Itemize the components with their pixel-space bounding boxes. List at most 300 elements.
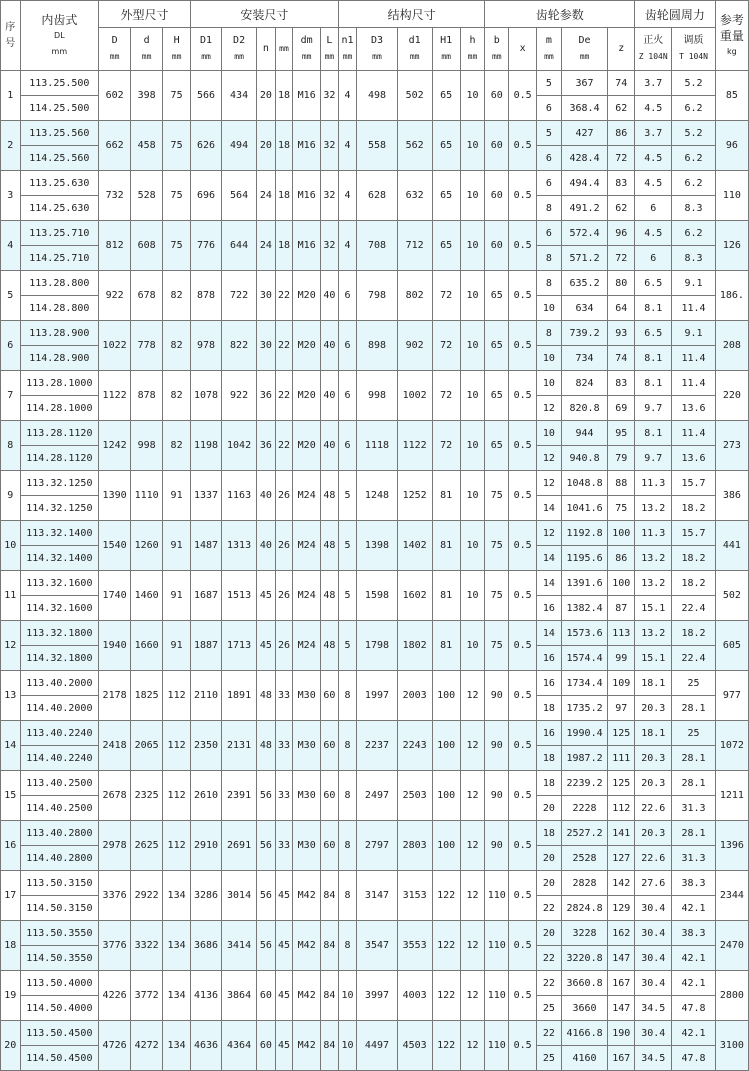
gear-cell: 2228: [561, 796, 607, 821]
dimension-cell: 84: [321, 871, 339, 921]
dimension-cell: 20: [257, 121, 276, 171]
dimension-cell: 978: [191, 321, 222, 371]
gear-cell: 42.1: [672, 1021, 715, 1046]
seq-cell: 5: [1, 271, 21, 321]
seq-cell: 11: [1, 571, 21, 621]
gear-cell: 18.2: [672, 496, 715, 521]
dimension-cell: 82: [163, 271, 191, 321]
gear-cell: 13.6: [672, 446, 715, 471]
gear-cell: 1192.8: [561, 521, 607, 546]
dimension-cell: 6: [338, 371, 357, 421]
dimension-cell: 32: [321, 121, 339, 171]
gear-cell: 47.8: [672, 996, 715, 1021]
dimension-cell: 528: [131, 171, 163, 221]
dimension-cell: 1660: [131, 621, 163, 671]
dimension-cell: 398: [131, 71, 163, 121]
gear-cell: 96: [608, 221, 635, 246]
gear-cell: 428.4: [561, 146, 607, 171]
weight-cell: 1396: [715, 821, 748, 871]
gear-cell: 6.2: [672, 171, 715, 196]
dimension-cell: 678: [131, 271, 163, 321]
dimension-cell: 112: [163, 771, 191, 821]
gear-cell: 1735.2: [561, 696, 607, 721]
gear-cell: 2239.2: [561, 771, 607, 796]
gear-cell: 20.3: [635, 821, 672, 846]
dimension-cell: 48: [257, 671, 276, 721]
model-cell: 114.28.1000: [20, 396, 98, 421]
dimension-cell: 2237: [357, 721, 397, 771]
model-cell: 113.40.2000: [20, 671, 98, 696]
gear-cell: 6: [537, 96, 562, 121]
dimension-cell: 922: [99, 271, 131, 321]
gear-cell: 31.3: [672, 846, 715, 871]
gear-cell: 20.3: [635, 746, 672, 771]
gear-cell: 11.4: [672, 296, 715, 321]
column-header-unit: mm: [109, 52, 120, 61]
seq-cell: 8: [1, 421, 21, 471]
column-header-unit: Z 104N: [638, 52, 668, 61]
model-cell: 113.50.4500: [20, 1021, 98, 1046]
header-seq: 序 号: [1, 1, 21, 71]
column-header: [163, 28, 191, 71]
model-cell: 114.25.630: [20, 196, 98, 221]
dimension-cell: 4636: [191, 1021, 222, 1071]
seq-cell: 13: [1, 671, 21, 721]
dimension-cell: 75: [485, 521, 509, 571]
dimension-cell: 100: [432, 771, 460, 821]
dimension-cell: 12: [460, 721, 485, 771]
gear-cell: 79: [608, 446, 635, 471]
table-row: [1, 1021, 749, 1046]
gear-cell: 14: [537, 571, 562, 596]
dimension-cell: M42: [293, 1021, 321, 1071]
gear-cell: 8: [537, 246, 562, 271]
header-ref-weight: 参考 重量 kg: [715, 1, 748, 71]
dimension-cell: 644: [222, 221, 257, 271]
column-header-label: d: [143, 35, 150, 46]
dimension-cell: 0.5: [509, 521, 537, 571]
dimension-cell: 8: [338, 921, 357, 971]
dimension-cell: 91: [163, 621, 191, 671]
table-row: [1, 421, 749, 446]
seq-cell: 3: [1, 171, 21, 221]
dimension-cell: 1402: [397, 521, 432, 571]
dimension-cell: 60: [257, 971, 276, 1021]
gear-cell: 820.8: [561, 396, 607, 421]
gear-cell: 8: [537, 196, 562, 221]
dimension-cell: 1002: [397, 371, 432, 421]
dimension-cell: 4: [338, 171, 357, 221]
gear-cell: 125: [608, 771, 635, 796]
dimension-cell: 65: [432, 171, 460, 221]
gear-cell: 190: [608, 1021, 635, 1046]
dimension-cell: 90: [485, 671, 509, 721]
model-cell: 113.28.1000: [20, 371, 98, 396]
dimension-cell: 26: [275, 571, 293, 621]
dimension-cell: 33: [275, 771, 293, 821]
dimension-cell: M30: [293, 771, 321, 821]
dimension-cell: M20: [293, 421, 321, 471]
header-group-install: 安装尺寸: [191, 1, 339, 28]
column-header-unit: mm: [279, 44, 289, 53]
gear-cell: 4.5: [635, 221, 672, 246]
model-cell: 113.28.800: [20, 271, 98, 296]
dimension-cell: 3322: [131, 921, 163, 971]
gear-cell: 4160: [561, 1046, 607, 1071]
gear-cell: 6.2: [672, 146, 715, 171]
gear-cell: 4.5: [635, 146, 672, 171]
column-header-label: n: [262, 43, 269, 54]
gear-cell: 86: [608, 121, 635, 146]
dimension-cell: 1460: [131, 571, 163, 621]
gear-cell: 25: [672, 671, 715, 696]
column-header: [460, 28, 485, 71]
dimension-cell: 91: [163, 571, 191, 621]
gear-cell: 1041.6: [561, 496, 607, 521]
gear-cell: 14: [537, 621, 562, 646]
dimension-cell: 1887: [191, 621, 222, 671]
gear-cell: 18.2: [672, 571, 715, 596]
gear-cell: 20.3: [635, 771, 672, 796]
dimension-cell: 3286: [191, 871, 222, 921]
dimension-cell: 6: [338, 421, 357, 471]
gear-cell: 22.4: [672, 646, 715, 671]
dimension-cell: 75: [163, 121, 191, 171]
dimension-cell: 8: [338, 671, 357, 721]
dimension-cell: M16: [293, 71, 321, 121]
dimension-cell: 3686: [191, 921, 222, 971]
dimension-cell: 26: [275, 521, 293, 571]
model-cell: 114.28.1120: [20, 446, 98, 471]
gear-cell: 11.4: [672, 346, 715, 371]
gear-cell: 42.1: [672, 946, 715, 971]
dimension-cell: 1248: [357, 471, 397, 521]
dimension-cell: 902: [397, 321, 432, 371]
weight-cell: 85: [715, 71, 748, 121]
column-header-label: D2: [233, 35, 246, 46]
dimension-cell: 632: [397, 171, 432, 221]
column-header-label: m: [545, 35, 552, 46]
gear-cell: 1990.4: [561, 721, 607, 746]
dimension-cell: 8: [338, 771, 357, 821]
weight-cell: 2344: [715, 871, 748, 921]
dimension-cell: 4226: [99, 971, 131, 1021]
gear-cell: 367: [561, 71, 607, 96]
gear-cell: 3220.8: [561, 946, 607, 971]
dimension-cell: M16: [293, 171, 321, 221]
dimension-cell: 60: [321, 721, 339, 771]
dimension-cell: 56: [257, 821, 276, 871]
model-cell: 113.50.3550: [20, 921, 98, 946]
dimension-cell: 2418: [99, 721, 131, 771]
dimension-cell: 40: [321, 421, 339, 471]
gear-cell: 5.2: [672, 121, 715, 146]
gear-cell: 5.2: [672, 71, 715, 96]
gear-cell: 16: [537, 671, 562, 696]
weight-cell: 1072: [715, 721, 748, 771]
model-cell: 114.28.900: [20, 346, 98, 371]
dimension-cell: 65: [432, 71, 460, 121]
gear-cell: 30.4: [635, 971, 672, 996]
dimension-cell: 10: [460, 421, 485, 471]
dimension-cell: 2691: [222, 821, 257, 871]
dimension-cell: 2131: [222, 721, 257, 771]
gear-cell: 112: [608, 796, 635, 821]
dimension-cell: 90: [485, 721, 509, 771]
dimension-cell: 18: [275, 121, 293, 171]
gear-cell: 3660: [561, 996, 607, 1021]
gear-cell: 22.4: [672, 596, 715, 621]
gear-cell: 30.4: [635, 921, 672, 946]
seq-cell: 6: [1, 321, 21, 371]
gear-cell: 30.4: [635, 1021, 672, 1046]
dimension-cell: 1110: [131, 471, 163, 521]
gear-cell: 16: [537, 646, 562, 671]
column-header-unit: mm: [201, 52, 211, 61]
gear-cell: 83: [608, 371, 635, 396]
dimension-cell: 0.5: [509, 971, 537, 1021]
dimension-cell: 1825: [131, 671, 163, 721]
gear-cell: 1573.6: [561, 621, 607, 646]
dimension-cell: 0.5: [509, 171, 537, 221]
dimension-cell: 2391: [222, 771, 257, 821]
model-cell: 113.32.1800: [20, 621, 98, 646]
weight-cell: 502: [715, 571, 748, 621]
gear-cell: 22: [537, 1021, 562, 1046]
dimension-cell: 1260: [131, 521, 163, 571]
dimension-cell: 0.5: [509, 621, 537, 671]
dimension-cell: 48: [257, 721, 276, 771]
gear-cell: 3228: [561, 921, 607, 946]
dimension-cell: M30: [293, 721, 321, 771]
model-cell: 114.40.2500: [20, 796, 98, 821]
dimension-cell: 1122: [397, 421, 432, 471]
dimension-cell: 3547: [357, 921, 397, 971]
seq-cell: 9: [1, 471, 21, 521]
gear-cell: 15.1: [635, 596, 672, 621]
gear-cell: 18: [537, 821, 562, 846]
model-cell: 113.25.630: [20, 171, 98, 196]
weight-cell: 2800: [715, 971, 748, 1021]
gear-cell: 18.2: [672, 546, 715, 571]
dimension-cell: 8: [338, 871, 357, 921]
dimension-cell: 696: [191, 171, 222, 221]
gear-cell: 6.5: [635, 321, 672, 346]
gear-cell: 12: [537, 471, 562, 496]
model-cell: 114.32.1400: [20, 546, 98, 571]
seq-cell: 20: [1, 1021, 21, 1071]
column-header: [293, 28, 321, 71]
dimension-cell: 712: [397, 221, 432, 271]
model-cell: 114.40.2000: [20, 696, 98, 721]
weight-cell: 2470: [715, 921, 748, 971]
dimension-cell: 72: [432, 271, 460, 321]
gear-cell: 99: [608, 646, 635, 671]
model-cell: 114.32.1250: [20, 496, 98, 521]
dimension-cell: 75: [485, 471, 509, 521]
column-header: [432, 28, 460, 71]
dimension-cell: 40: [321, 321, 339, 371]
column-header-label: D: [111, 35, 118, 46]
table-row: [1, 371, 749, 396]
dimension-cell: 566: [191, 71, 222, 121]
gear-cell: 127: [608, 846, 635, 871]
gear-cell: 22: [537, 896, 562, 921]
gear-cell: 3.7: [635, 121, 672, 146]
dimension-cell: 91: [163, 521, 191, 571]
dimension-cell: 898: [357, 321, 397, 371]
gear-cell: 8.3: [672, 246, 715, 271]
gear-cell: 6.5: [635, 271, 672, 296]
dimension-cell: 498: [357, 71, 397, 121]
dimension-cell: 0.5: [509, 871, 537, 921]
gear-cell: 20: [537, 846, 562, 871]
gear-cell: 8.1: [635, 296, 672, 321]
dimension-cell: 1252: [397, 471, 432, 521]
gear-cell: 15.1: [635, 646, 672, 671]
gear-cell: 147: [608, 946, 635, 971]
column-header: [357, 28, 397, 71]
dimension-cell: 82: [163, 371, 191, 421]
dimension-cell: 10: [460, 271, 485, 321]
dimension-cell: 12: [460, 821, 485, 871]
gear-cell: 111: [608, 746, 635, 771]
dimension-cell: 1798: [357, 621, 397, 671]
dimension-cell: 12: [460, 921, 485, 971]
seq-cell: 12: [1, 621, 21, 671]
gear-cell: 491.2: [561, 196, 607, 221]
gear-cell: 15.7: [672, 471, 715, 496]
dimension-cell: 60: [485, 221, 509, 271]
gear-cell: 2824.8: [561, 896, 607, 921]
column-header-label: h: [469, 35, 476, 46]
gear-cell: 6: [537, 146, 562, 171]
gear-cell: 1987.2: [561, 746, 607, 771]
dimension-cell: 1337: [191, 471, 222, 521]
dimension-cell: M24: [293, 471, 321, 521]
gear-cell: 1382.4: [561, 596, 607, 621]
dimension-cell: 40: [321, 371, 339, 421]
gear-cell: 22: [537, 971, 562, 996]
dimension-cell: 4: [338, 71, 357, 121]
dimension-cell: 3553: [397, 921, 432, 971]
gear-cell: 69: [608, 396, 635, 421]
gear-cell: 147: [608, 996, 635, 1021]
dimension-cell: 2922: [131, 871, 163, 921]
gear-cell: 93: [608, 321, 635, 346]
dimension-cell: 56: [257, 771, 276, 821]
dimension-cell: 24: [257, 221, 276, 271]
dimension-cell: 60: [321, 821, 339, 871]
column-header-label: De: [578, 35, 591, 46]
dimension-cell: 10: [460, 71, 485, 121]
gear-cell: 162: [608, 921, 635, 946]
dimension-cell: 1802: [397, 621, 432, 671]
table-row: [1, 771, 749, 796]
weight-cell: 96: [715, 121, 748, 171]
dimension-cell: 45: [275, 1021, 293, 1071]
column-header-label: H1: [440, 35, 453, 46]
dimension-cell: 3997: [357, 971, 397, 1021]
dimension-cell: 75: [163, 171, 191, 221]
column-header-label: n1: [341, 35, 354, 46]
dimension-cell: 778: [131, 321, 163, 371]
gear-cell: 100: [608, 571, 635, 596]
column-header-label: x: [519, 43, 526, 54]
dimension-cell: 12: [460, 1021, 485, 1071]
dimension-cell: M20: [293, 271, 321, 321]
gear-cell: 8: [537, 321, 562, 346]
dimension-cell: M30: [293, 671, 321, 721]
gear-cell: 167: [608, 971, 635, 996]
dimension-cell: 1891: [222, 671, 257, 721]
dimension-cell: 2978: [99, 821, 131, 871]
dimension-cell: 5: [338, 521, 357, 571]
dimension-cell: 33: [275, 721, 293, 771]
column-header-row: [1, 28, 749, 71]
dimension-cell: 18: [275, 221, 293, 271]
dimension-cell: 798: [357, 271, 397, 321]
model-cell: 114.50.3150: [20, 896, 98, 921]
dimension-cell: 122: [432, 871, 460, 921]
dimension-cell: 3776: [99, 921, 131, 971]
gear-cell: 13.2: [635, 496, 672, 521]
dimension-cell: 3414: [222, 921, 257, 971]
dimension-cell: 1198: [191, 421, 222, 471]
gear-cell: 20: [537, 871, 562, 896]
gear-cell: 27.6: [635, 871, 672, 896]
gear-cell: 6.2: [672, 221, 715, 246]
column-header: [672, 28, 715, 71]
table-row: [1, 571, 749, 596]
dimension-cell: 732: [99, 171, 131, 221]
dimension-cell: 2110: [191, 671, 222, 721]
gear-cell: 18.1: [635, 671, 672, 696]
dimension-cell: 1713: [222, 621, 257, 671]
gear-cell: 20: [537, 921, 562, 946]
table-row: [1, 221, 749, 246]
column-header: [635, 28, 672, 71]
gear-cell: 13.6: [672, 396, 715, 421]
dimension-cell: 1390: [99, 471, 131, 521]
gear-cell: 739.2: [561, 321, 607, 346]
dimension-cell: 12: [460, 771, 485, 821]
gear-cell: 42.1: [672, 971, 715, 996]
dimension-cell: 608: [131, 221, 163, 271]
weight-cell: 273: [715, 421, 748, 471]
dimension-cell: 36: [257, 421, 276, 471]
gear-cell: 8.1: [635, 371, 672, 396]
dimension-cell: 48: [321, 521, 339, 571]
dimension-cell: 10: [460, 221, 485, 271]
dimension-cell: 1042: [222, 421, 257, 471]
gear-cell: 10: [537, 421, 562, 446]
dimension-cell: 81: [432, 521, 460, 571]
column-header-label: 正火: [643, 35, 664, 46]
dimension-cell: 564: [222, 171, 257, 221]
dimension-cell: 10: [460, 621, 485, 671]
gear-cell: 8: [537, 271, 562, 296]
gear-cell: 28.1: [672, 821, 715, 846]
dimension-cell: 562: [397, 121, 432, 171]
gear-cell: 9.1: [672, 271, 715, 296]
gear-cell: 30.4: [635, 896, 672, 921]
dimension-cell: 1313: [222, 521, 257, 571]
dimension-cell: 30: [257, 271, 276, 321]
gear-cell: 5: [537, 121, 562, 146]
weight-cell: 110: [715, 171, 748, 221]
table-row: [1, 821, 749, 846]
